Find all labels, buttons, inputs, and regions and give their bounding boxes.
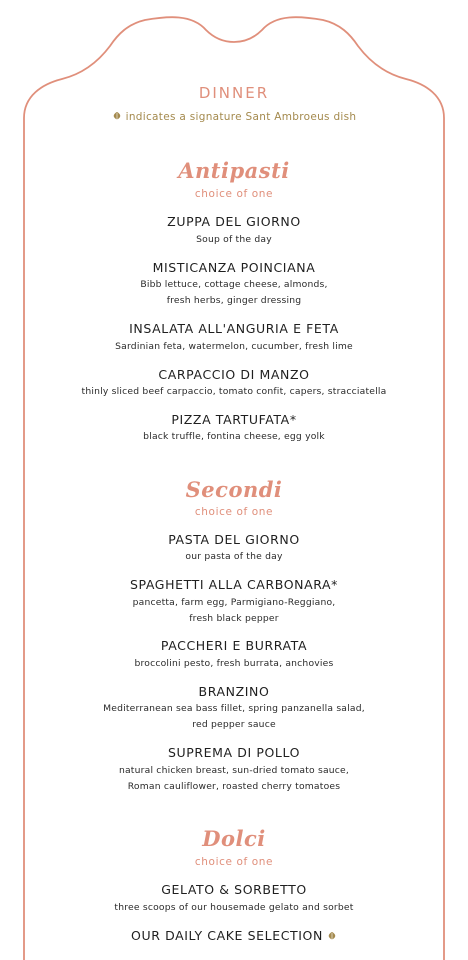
dish-name: MISTICANZA POINCIANA [152,260,316,275]
signature-legend [0,111,468,123]
dish-name: SUPREMA DI POLLO [167,745,301,760]
dish-description: Mediterranean sea bass fillet, spring panzanella salad, [103,703,365,714]
dish-name-text: OUR DAILY CAKE SELECTION [131,928,323,943]
dish-name: PASTA DEL GIORNO [168,532,300,547]
dish-name: PACCHERI E BURRATA [160,638,308,653]
dish-description: fresh black pepper [189,613,279,624]
section-subtitle: choice of one [194,856,274,868]
leaf-icon [327,931,337,941]
dish-description: three scoops of our housemade gelato and sorbet [114,902,354,913]
dish-description: fresh herbs, ginger dressing [166,295,302,306]
dish-description: pancetta, farm egg, Parmigiano-Reggiano, [132,597,336,608]
section-title-secondi: Secondi [185,477,283,502]
dish-description: Roman cauliflower, roasted cherry tomatoes [127,781,341,792]
dish-description: broccolini pesto, fresh burrata, anchovies [134,658,334,669]
dish-description: natural chicken breast, sun-dried tomato sauce, [118,765,350,776]
dish-name: SPAGHETTI ALLA CARBONARA* [129,577,339,592]
dish-name: ZUPPA DEL GIORNO [167,214,301,229]
dish-description: thinly sliced beef carpaccio, tomato confit, capers, stracciatella [81,386,387,397]
legend-text: indicates a signature Sant Ambroeus dish [125,111,357,123]
dish-name: BRANZINO [198,684,270,699]
dish-description: our pasta of the day [185,551,283,562]
dish-description: Bibb lettuce, cottage cheese, almonds, [140,279,328,290]
section-title-antipasti: Antipasti [178,158,290,183]
dish-name: PIZZA TARTUFATA* [171,412,297,427]
section-title-dolci: Dolci [202,826,266,851]
dish-name: INSALATA ALL'ANGURIA E FETA [129,321,339,336]
leaf-icon [112,111,122,121]
dish-description: Sardinian feta, watermelon, cucumber, fresh lime [115,341,353,352]
section-subtitle: choice of one [194,506,274,518]
dish-name-signature [0,928,468,943]
dish-name: CARPACCIO DI MANZO [158,367,310,382]
section-subtitle: choice of one [194,188,274,200]
dish-description: black truffle, fontina cheese, egg yolk [143,431,325,442]
menu-title: DINNER [198,84,270,102]
dish-description: Soup of the day [196,234,272,245]
dish-description: red pepper sauce [192,719,276,730]
dish-name: GELATO & SORBETTO [161,882,307,897]
